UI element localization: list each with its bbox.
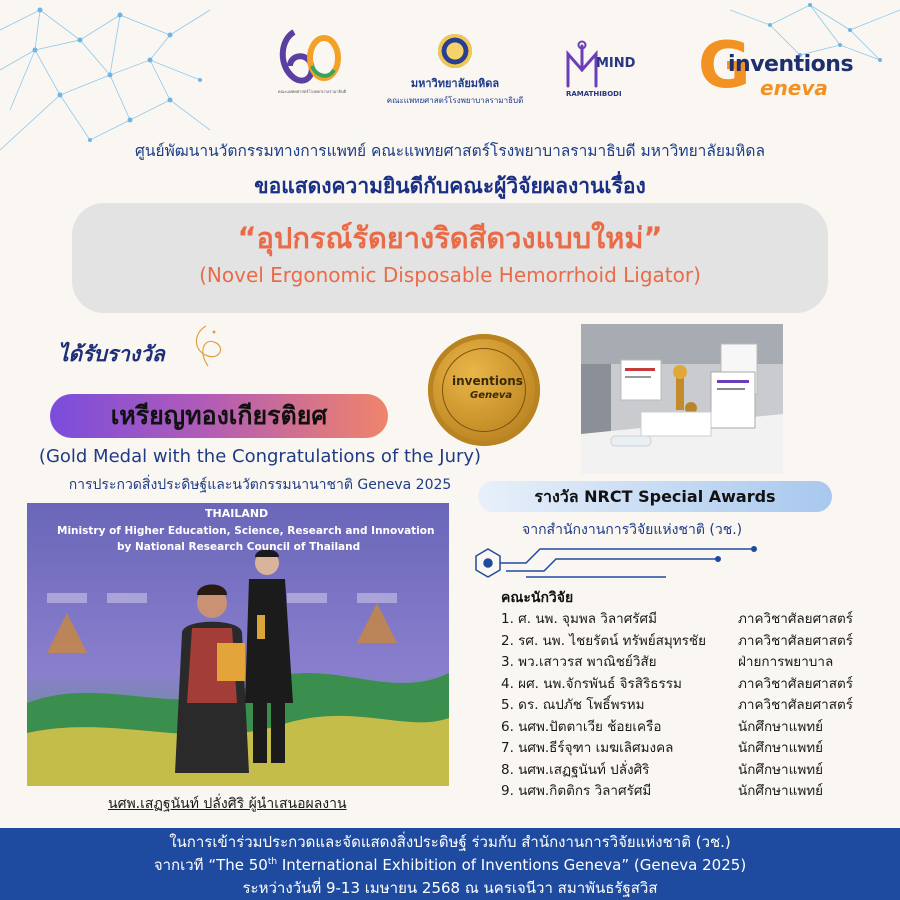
team-title: คณะนักวิจัย: [501, 590, 574, 606]
presenters-photo: [27, 503, 449, 786]
team-member: [501, 629, 891, 651]
member-name: 9. นศพ.กิตติกร วิลาศรัศมี: [501, 783, 652, 799]
member-name: 7. นศพ.ธีร์จุฑา เมฆเลิศมงคล: [501, 740, 674, 756]
member-dept: นักศึกษาแพทย์: [738, 718, 824, 735]
geneva-eneva-text: eneva: [760, 76, 828, 100]
member-dept: ภาควิชาศัลยศาสตร์: [738, 697, 853, 713]
banner-line2: by National Research Council of Thailand: [117, 541, 361, 553]
team-member: [501, 779, 891, 801]
member-dept: นักศึกษาแพทย์: [738, 740, 824, 756]
mind-ramathibodi-logo: [560, 38, 660, 106]
mahidol-name: มหาวิทยาลัยมหิดล: [410, 77, 500, 90]
gold-medal-badge: เหรียญทองเกียรติยศ: [50, 394, 388, 438]
team-member: [501, 672, 891, 694]
mahidol-seal-icon: [438, 34, 472, 68]
mind-text: MIND: [596, 56, 636, 71]
footer-bar: [0, 828, 900, 900]
mahidol-faculty: คณะแพทยศาสตร์โรงพยาบาลรามาธิบดี: [386, 96, 524, 105]
project-title-box: [72, 203, 828, 313]
member-name: 5. ดร. ณปภัช โพธิ์พรหม: [501, 697, 645, 713]
member-name: 6. นศพ.ปัตตาเวีย ช้อยเครือ: [501, 718, 662, 735]
geneva-inventions-text: inventions: [728, 52, 854, 77]
footer-line-1: ในการเข้าร่วมประกวดและจัดแสดงสิ่งประดิษฐ์ ร่วมกับ สำนักงานการวิจัยแห่งชาติ (วช.): [169, 833, 731, 851]
center-name: ศูนย์พัฒนานวัตกรรมทางการแพทย์ คณะแพทยศาสตร์โรงพยาบาลรามาธิบดี มหาวิทยาลัยมหิดล: [135, 142, 765, 160]
team-member: [501, 715, 891, 737]
anniversary-subtitle: คณะแพทยศาสตร์โรงพยาบาลรามาธิบดี: [277, 89, 347, 94]
team-member: [501, 693, 891, 715]
member-dept: ภาควิชาศัลยศาสตร์: [738, 632, 853, 649]
presenter-caption: นศพ.เสฏฐนันท์ ปลั่งศิริ ผู้นำเสนอผลงาน: [108, 796, 347, 812]
medal-geneva-text: Geneva: [470, 390, 513, 401]
ramathibodi-text: RAMATHIBODI: [566, 90, 622, 98]
member-dept: ภาควิชาศัลยศาสตร์: [738, 675, 853, 692]
congrats-heading: ขอแสดงความยินดีกับคณะผู้วิจัยผลงานเรื่อง: [254, 174, 646, 198]
member-dept: ฝ่ายการพยาบาล: [738, 654, 834, 670]
member-dept: ภาควิชาศัลยศาสตร์: [738, 611, 853, 627]
member-dept: นักศึกษาแพทย์: [738, 783, 824, 799]
member-name: 4. ผศ. นพ.จักรพันธ์ จิรสิริธรรม: [501, 675, 682, 692]
team-member: [501, 650, 891, 672]
footer-line-2-sup: th: [267, 857, 278, 867]
member-name: 1. ศ. นพ. จุมพล วิลาศรัศมี: [501, 611, 658, 627]
footer-line-2-post: International Exhibition of Inventions Geneva” (Geneva 2025): [277, 856, 747, 874]
nrct-award-badge: รางวัล NRCT Special Awards: [478, 481, 832, 512]
team-member: [501, 607, 891, 629]
circuit-decoration: [466, 541, 766, 589]
geneva-g-letter: G: [698, 29, 751, 103]
banner-line1: Ministry of Higher Education, Science, Research and Innovation: [57, 525, 435, 537]
member-name: 8. นศพ.เสฏฐนันท์ ปลั่งศิริ: [501, 761, 650, 778]
swirl-decoration: [186, 322, 230, 372]
nrct-source: จากสำนักงานการวิจัยแห่งชาติ (วช.): [522, 522, 743, 538]
banner-pavilion: THAILAND: [205, 507, 269, 520]
anniversary-60-logo: [272, 26, 347, 96]
member-name: 2. รศ. นพ. ไชยรัตน์ ทรัพย์สมุทรชัย: [501, 632, 707, 649]
award-received-label: ได้รับรางวัล: [58, 342, 165, 366]
footer-line-3: ระหว่างวันที่ 9-13 เมษายน 2568 ณ นครเจนีวา สมาพันธรัฐสวิส: [242, 879, 658, 897]
inventions-geneva-logo: [698, 29, 868, 106]
member-name: 3. พว.เสาวรส พาณิชย์วิสัย: [501, 654, 657, 670]
geneva-gold-medal-icon: [428, 334, 540, 446]
contest-name: การประกวดสิ่งประดิษฐ์และนวัตกรรมนานาชาติ Geneva 2025: [68, 477, 452, 493]
team-list: [501, 607, 891, 801]
mahidol-logo: [370, 34, 540, 106]
footer-line-2: [0, 853, 900, 877]
award-display-photo: [581, 324, 783, 474]
project-title-english: (Novel Ergonomic Disposable Hemorrhoid Ligator): [199, 263, 701, 287]
project-title-thai: “อุปกรณ์รัดยางริดสีดวงแบบใหม่”: [237, 221, 663, 255]
medal-inventions-text: inventions: [452, 374, 523, 388]
footer-line-2-pre: จากเวที “The 50: [153, 856, 268, 874]
member-dept: นักศึกษาแพทย์: [738, 761, 824, 778]
team-member: [501, 758, 891, 780]
team-member: [501, 736, 891, 758]
gold-medal-english: (Gold Medal with the Congratulations of the Jury): [38, 446, 482, 467]
